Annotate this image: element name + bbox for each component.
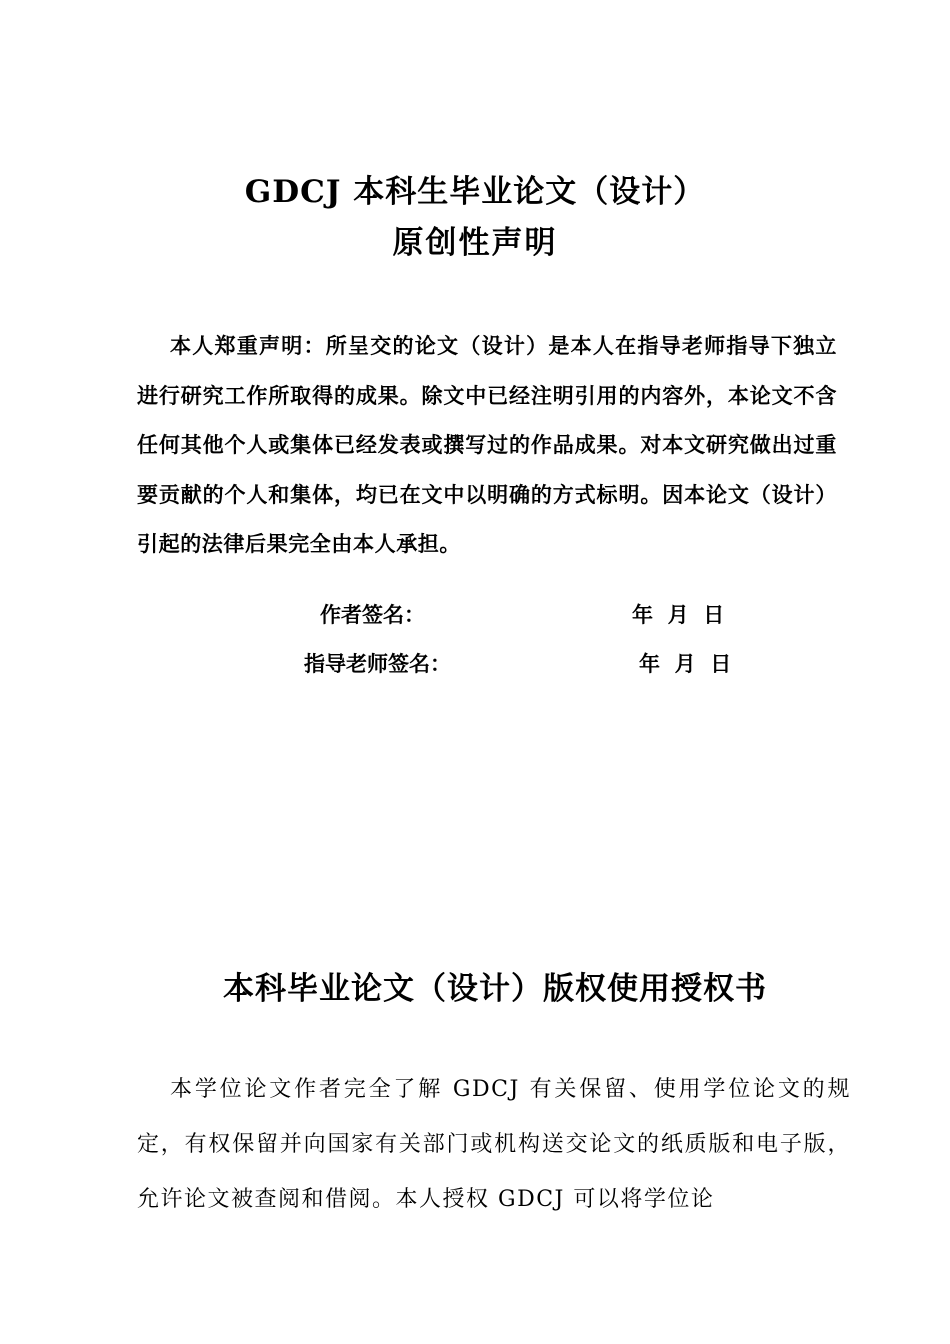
- authorization-paragraph: 本学位论文作者完全了解 GDCJ 有关保留、使用学位论文的规定，有权保留并向国家有关部门或机构送交论文的纸质版和电子版，允许论文被查阅和借阅。本人授权 GDCJ 可以将学位论: [137, 1077, 851, 1212]
- advisor-signature-label: 指导老师签名：: [304, 652, 451, 676]
- declaration-paragraph: 本人郑重声明：所呈交的论文（设计）是本人在指导老师指导下独立进行研究工作所取得的成果。除文中已经注明引用的内容外，本论文不含任何其他个人或集体已经发表或撰写过的作品成果。对本文研究做出过重要贡献的个人和集体，均已在文中以明确的方式标明。因本论文（设计）引起的法律后果完全由本人承担。: [137, 334, 837, 556]
- declaration-body: [137, 322, 837, 570]
- authorization-body: [137, 1062, 851, 1227]
- authorization-title: 本科毕业论文（设计）版权使用授权书: [223, 971, 767, 1007]
- author-date-label: 年 月 日: [632, 603, 725, 627]
- declaration-subtitle: 原创性声明: [392, 225, 558, 261]
- author-signature-label: 作者签名：: [320, 603, 425, 627]
- advisor-date-label: 年 月 日: [639, 652, 732, 676]
- declaration-title: GDCJ 本科生毕业论文（设计）: [244, 174, 706, 210]
